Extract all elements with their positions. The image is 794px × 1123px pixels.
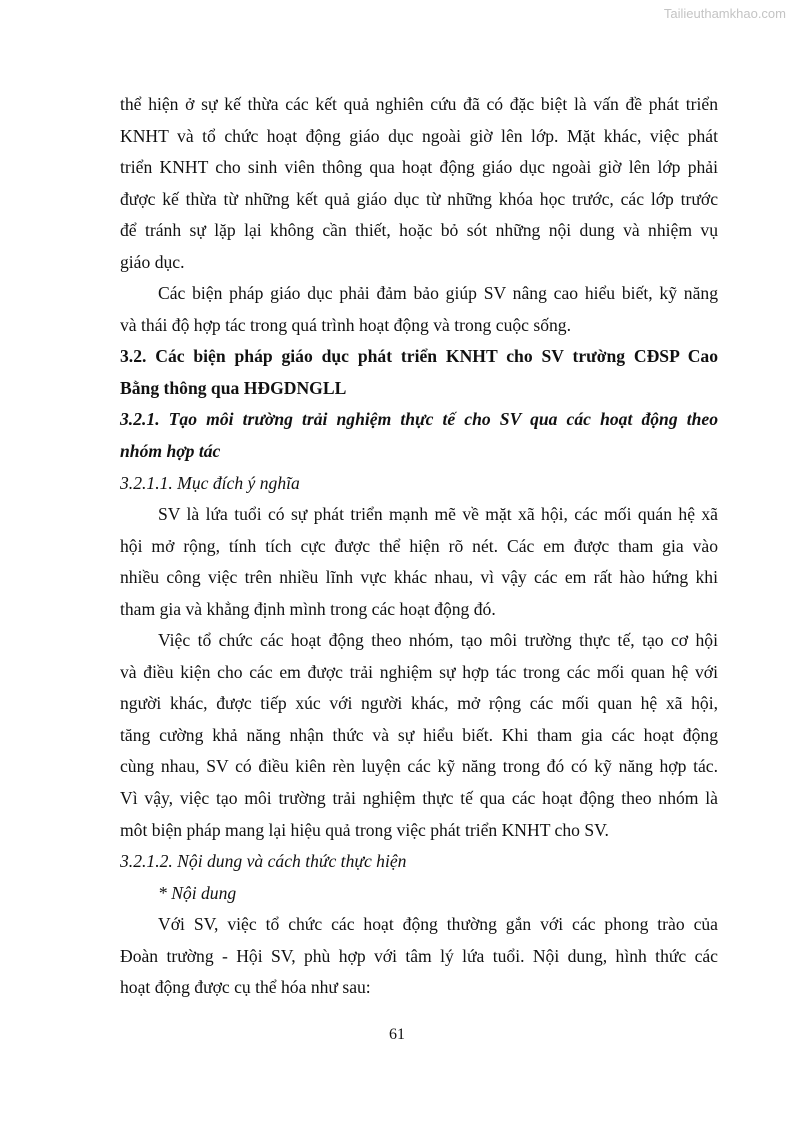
text-line: và thái độ hợp tác trong quá trình hoạt động và trong cuộc sống. xyxy=(120,314,572,335)
text-line: triển KNHT cho sinh viên thông qua hoạt động giáo dục ngoài giờ lên lớp phải xyxy=(120,157,718,178)
document-body xyxy=(120,89,718,1004)
paragraph xyxy=(120,499,718,625)
text-line: Việc tổ chức các hoạt động theo nhóm, tạo môi trường thực tế, tạo cơ hội xyxy=(158,630,718,651)
text-line: 3.2.1.1. Mục đích ý nghĩa xyxy=(120,472,300,493)
paragraph xyxy=(120,625,718,846)
text-line: và điều kiện cho các em được trải nghiệm sự hợp tác trong các mối quan hệ với xyxy=(120,661,718,682)
heading xyxy=(120,341,718,404)
text-line: * Nội dung xyxy=(158,882,237,903)
text-line: giáo dục. xyxy=(120,251,185,272)
text-line: hoạt động được cụ thể hóa như sau: xyxy=(120,977,371,998)
text-line: Với SV, việc tổ chức các hoạt động thường gắn với các phong trào của xyxy=(158,914,718,935)
watermark: Tailieuthamkhao.com xyxy=(663,6,786,21)
subheading xyxy=(120,878,718,910)
text-line: được kế thừa từ những kết quả giáo dục từ những khóa học trước, các lớp trước xyxy=(120,188,718,209)
paragraph xyxy=(120,278,718,341)
text-line: tham gia và khẳng định mình trong các hoạt động đó. xyxy=(120,598,496,619)
text-line: Bằng thông qua HĐGDNGLL xyxy=(120,377,347,398)
text-line: KNHT và tổ chức hoạt động giáo dục ngoài giờ lên lớp. Mặt khác, việc phát xyxy=(120,125,718,146)
text-line: SV là lứa tuổi có sự phát triển mạnh mẽ về mặt xã hội, các mối quán hệ xã xyxy=(158,504,718,525)
heading xyxy=(120,404,718,467)
text-line: môt biện pháp mang lại hiệu quả trong việc phát triển KNHT cho SV. xyxy=(120,819,609,840)
text-line: Các biện pháp giáo dục phải đảm bảo giúp SV nâng cao hiểu biết, kỹ năng xyxy=(158,283,718,304)
subheading xyxy=(120,846,718,878)
text-line: Vì vậy, việc tạo môi trường trải nghiệm thực tế qua các hoạt động theo nhóm là xyxy=(120,788,718,809)
paragraph xyxy=(120,89,718,278)
text-line: nhóm hợp tác xyxy=(120,441,221,462)
page-number: 61 xyxy=(389,1026,405,1043)
text-line: Đoàn trường - Hội SV, phù hợp với tâm lý lứa tuổi. Nội dung, hình thức các xyxy=(120,945,718,966)
text-line: 3.2.1. Tạo môi trường trải nghiệm thực tế cho SV qua các hoạt động theo xyxy=(120,409,718,430)
text-line: 3.2. Các biện pháp giáo dục phát triển KNHT cho SV trường CĐSP Cao xyxy=(120,346,718,367)
paragraph xyxy=(120,909,718,1004)
text-line: nhiều công việc trên nhiều lĩnh vực khác nhau, vì vậy các em rất hào hứng khi xyxy=(120,567,718,588)
text-line: để tránh sự lặp lại không cần thiết, hoặc bỏ sót những nội dung và nhiệm vụ xyxy=(120,220,718,241)
text-line: thể hiện ở sự kế thừa các kết quả nghiên cứu đã có đặc biệt là vấn đề phát triển xyxy=(120,94,718,114)
text-line: hội mở rộng, tính tích cực được thể hiện rõ nét. Các em được tham gia vào xyxy=(120,535,718,556)
text-line: tăng cường khả năng nhận thức và sự hiểu biết. Khi tham gia các hoạt động xyxy=(120,724,718,745)
text-line: người khác, được tiếp xúc với người khác, mở rộng các mối quan hệ xã hội, xyxy=(120,693,718,714)
subheading xyxy=(120,468,718,500)
text-line: 3.2.1.2. Nội dung và cách thức thực hiện xyxy=(120,851,407,872)
text-line: cùng nhau, SV có điều kiên rèn luyện các kỹ năng trong đó có kỹ năng hợp tác. xyxy=(120,756,718,777)
